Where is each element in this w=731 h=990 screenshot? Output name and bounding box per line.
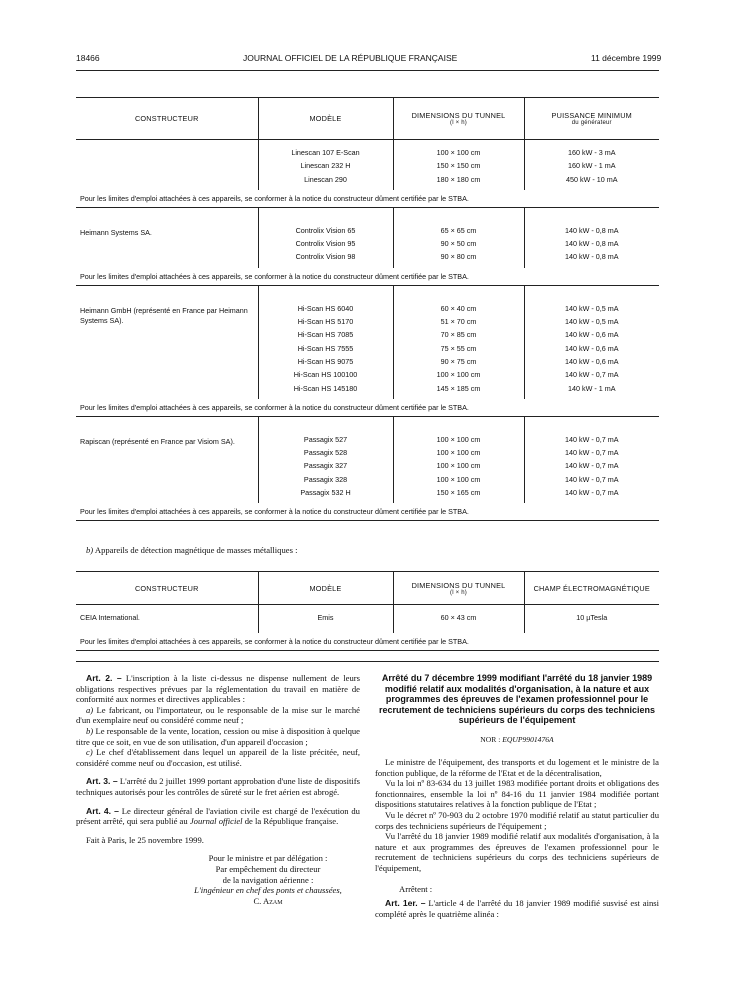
col-header-modele: MODÈLE — [258, 572, 393, 605]
list-item: Hi-Scan HS 6040 — [297, 303, 354, 313]
detector-table — [76, 97, 659, 521]
col-header-dimensions: DIMENSIONS DU TUNNEL (l × h) — [393, 572, 524, 605]
article-4: Art. 4. – Le directeur général de l'aviation civile est chargé de l'exécution du présent arrêté, qui sera publié au Journal officiel de la République française. — [76, 805, 360, 827]
list-item: 100 × 100 cm — [436, 448, 481, 458]
table-note: Pour les limites d'emploi attachées à ces appareils, se conformer à la notice du constructeur dûment certifiée par le STBA. — [80, 271, 469, 281]
preamble-2: Vu la loi nº 83-634 du 13 juillet 1983 modifiée portant droits et obligations des fonctionnaires, ensemble la loi nº 84-16 du 11 janvier 1984 modifiée portant dispositions statutaires relatives à la fonction publique de l'Etat ; — [375, 778, 659, 810]
list-item: 75 × 55 cm — [440, 343, 477, 353]
list-item: Passagix 527 — [303, 434, 348, 444]
preamble-1: Le ministre de l'équipement, des transports et du logement et le ministre de la fonction publique, de la réforme de l'Etat et de la décentralisation, — [375, 757, 659, 778]
issue-date: 11 décembre 1999 — [591, 53, 662, 63]
cell-puissance — [524, 296, 659, 399]
arretent: Arrêtent : — [399, 883, 433, 894]
list-item: 70 × 85 cm — [440, 330, 477, 340]
table-note-row — [76, 190, 659, 208]
list-item: 160 kW - 3 mA — [567, 148, 616, 157]
article-2-b: b) Le responsable de la vente, location, cession ou mise à disposition à quelque titre que ce soit, en vue de son utilisation, d'un appareil d'occasion ; — [76, 725, 360, 747]
list-item: 145 × 185 cm — [436, 383, 481, 393]
cell-constructeur: Heimann GmbH (représenté en France par Heimann Systems SA). — [80, 305, 248, 325]
list-item: 140 kW - 0,5 mA — [564, 303, 619, 313]
list-item: 100 × 100 cm — [436, 434, 481, 444]
list-item: Passagix 532 H — [300, 488, 351, 498]
cell-constructeur: Rapiscan (représenté en France par Visiom SA). — [80, 436, 235, 446]
col-header-constructeur: CONSTRUCTEUR — [76, 98, 258, 140]
list-item: 90 × 75 cm — [440, 356, 477, 366]
list-item: 450 kW - 10 mA — [565, 174, 618, 184]
list-item: 140 kW - 0,7 mA — [564, 448, 619, 458]
list-item: 60 × 40 cm — [440, 303, 477, 313]
cell-dimensions: 60 × 43 cm — [393, 605, 524, 634]
list-item: Passagix 528 — [303, 448, 348, 458]
col-header-puissance: PUISSANCE MINIMUM du générateur — [524, 98, 659, 140]
magnetic-detector-table — [76, 571, 659, 651]
list-item: Hi-Scan HS 7555 — [297, 343, 354, 353]
list-item: Passagix 327 — [303, 461, 348, 471]
cell-puissance — [524, 427, 659, 503]
list-item: Controlix Vision 98 — [295, 252, 356, 262]
decree-title: Arrêté du 7 décembre 1999 modifiant l'arrêté du 18 janvier 1989 modifié relatif aux modalités d'organisation, à la nature et aux programmes des épreuves de l'examen professionnel pour le recrutement de techniciens supérieurs du corps des techniciens supérieurs de l'équipement — [378, 673, 656, 725]
list-item: 140 kW - 0,8 mA — [564, 252, 619, 262]
list-item: 140 kW - 0,7 mA — [564, 461, 619, 471]
cell-modele: Emis — [258, 605, 393, 634]
table-note-row — [76, 399, 659, 417]
list-item: Hi-Scan HS 5170 — [297, 317, 354, 327]
article-2: Art. 2. – L'inscription à la liste ci-dessus ne dispense nullement de leurs obligations respectives prévues par la réglementation du travail en matière de conformité aux normes et directives applicables : — [76, 673, 360, 705]
table-note: Pour les limites d'emploi attachées à ces appareils, se conformer à la notice du constructeur dûment certifiée par le STBA. — [80, 402, 469, 412]
group-spacer — [76, 416, 659, 427]
article-1: Art. 1er. – L'article 4 de l'arrêté du 18 janvier 1989 modifié susvisé est ainsi complété après le quatrième alinéa : — [375, 898, 659, 919]
nor-reference: NOR : EQUP9901476A — [480, 734, 554, 744]
table-note-row — [76, 633, 659, 651]
list-item: 140 kW - 0,6 mA — [564, 343, 619, 353]
cell-modele — [258, 218, 393, 268]
list-item: 51 × 70 cm — [440, 317, 477, 327]
col-header-modele: MODÈLE — [258, 98, 393, 140]
list-item: Linescan 290 — [304, 174, 347, 184]
table-row — [76, 296, 659, 399]
col-header-champ: CHAMP ÉLECTROMAGNÉTIQUE — [524, 572, 659, 605]
list-item: Controlix Vision 65 — [295, 225, 356, 235]
list-item: Controlix Vision 95 — [295, 239, 356, 249]
cell-puissance — [524, 140, 659, 190]
list-item: 140 kW - 0,7 mA — [564, 434, 619, 444]
table-note: Pour les limites d'emploi attachées à ces appareils, se conformer à la notice du constructeur dûment certifiée par le STBA. — [80, 637, 469, 646]
cell-modele — [258, 140, 393, 190]
cell-modele — [258, 296, 393, 399]
cell-constructeur: CEIA International. — [80, 613, 140, 622]
list-item: Hi-Scan HS 7085 — [297, 330, 354, 340]
list-item: Linescan 107 E-Scan — [291, 148, 360, 157]
list-item: Linescan 232 H — [300, 161, 351, 171]
signature-place-date: Fait à Paris, le 25 novembre 1999. — [86, 834, 204, 845]
table-row — [76, 605, 659, 634]
cell-champ: 10 µTesla — [524, 605, 659, 634]
table-note-row — [76, 503, 659, 521]
journal-title: JOURNAL OFFICIEL DE LA RÉPUBLIQUE FRANÇAISE — [243, 53, 458, 63]
list-item: Hi-Scan HS 9075 — [297, 356, 354, 366]
list-item: Hi-Scan HS 100100 — [293, 370, 358, 380]
list-item: 140 kW - 0,8 mA — [564, 239, 619, 249]
header-rule — [76, 70, 659, 71]
table-note: Pour les limites d'emploi attachées à ces appareils, se conformer à la notice du constructeur dûment certifiée par le STBA. — [80, 507, 469, 517]
list-item: 150 × 150 cm — [436, 161, 481, 171]
table-row — [76, 140, 659, 190]
list-item: 100 × 100 cm — [436, 148, 481, 157]
table-note-row — [76, 268, 659, 286]
article-2-c: c) Le chef d'établissement dans lequel un appareil de la liste précitée, neuf, considéré comme neuf ou d'occasion, est utilisé. — [76, 747, 361, 768]
table-row — [76, 218, 659, 268]
list-item: 140 kW - 0,6 mA — [564, 330, 619, 340]
col-header-constructeur: CONSTRUCTEUR — [76, 572, 258, 605]
col-header-dimensions: DIMENSIONS DU TUNNEL (l × h) — [393, 98, 524, 140]
list-item: Hi-Scan HS 145180 — [293, 383, 358, 393]
list-item: 90 × 50 cm — [440, 239, 477, 249]
right-column — [375, 673, 659, 919]
list-item: 100 × 100 cm — [436, 474, 481, 484]
group-spacer — [76, 285, 659, 296]
cell-dimensions — [393, 218, 524, 268]
group-spacer — [76, 207, 659, 218]
page-number: 18466 — [76, 53, 100, 63]
list-item: 140 kW - 0,5 mA — [564, 317, 619, 327]
table-note: Pour les limites d'emploi attachées à ces appareils, se conformer à la notice du constructeur dûment certifiée par le STBA. — [80, 193, 469, 203]
section-rule — [76, 661, 659, 662]
section-b-heading: b) Appareils de détection magnétique de masses métalliques : — [86, 545, 298, 555]
list-item: 140 kW - 0,7 mA — [564, 474, 619, 484]
list-item: 65 × 65 cm — [440, 225, 477, 235]
list-item: 140 kW - 0,8 mA — [564, 225, 619, 235]
list-item: 140 kW - 0,7 mA — [564, 370, 619, 380]
cell-dimensions — [393, 296, 524, 399]
cell-constructeur: Heimann Systems SA. — [80, 227, 152, 237]
list-item: 100 × 100 cm — [436, 461, 481, 471]
left-column — [76, 673, 360, 906]
list-item: Passagix 328 — [303, 474, 348, 484]
cell-modele — [258, 427, 393, 503]
cell-dimensions — [393, 140, 524, 190]
list-item: 140 kW - 0,7 mA — [564, 488, 619, 498]
list-item: 180 × 180 cm — [436, 174, 481, 184]
list-item: 150 × 165 cm — [436, 488, 481, 498]
list-item: 160 kW - 1 mA — [567, 161, 616, 171]
cell-dimensions — [393, 427, 524, 503]
list-item: 90 × 80 cm — [440, 252, 477, 262]
list-item: 100 × 100 cm — [436, 370, 481, 380]
article-3: Art. 3. – L'arrêté du 2 juillet 1999 portant approbation d'une liste de dispositifs techniques autorisés pour les contrôles de sûreté sur le fret aérien est abrogé. — [76, 776, 361, 797]
preamble-4: Vu l'arrêté du 18 janvier 1989 modifié relatif aux modalités d'organisation, à la nature et aux programmes des épreuves de l'examen professionnel pour le recrutement de techniciens supérieurs du corps des techniciens supérieurs de l'équipement, — [375, 831, 659, 874]
article-2-a: a) Le fabricant, ou l'importateur, ou le responsable de la mise sur le marché d'un exemplaire neuf ou considéré comme neuf ; — [76, 704, 360, 726]
table-row — [76, 427, 659, 503]
signature-block: Pour le ministre et par délégation : Par empêchement du directeur de la navigation aérienne : L'ingénieur en chef des ponts et chaussées, C. Azam — [194, 853, 342, 906]
list-item: 140 kW - 0,6 mA — [564, 356, 619, 366]
cell-puissance — [524, 218, 659, 268]
list-item: 140 kW - 1 mA — [567, 383, 616, 393]
preamble-3: Vu le décret nº 70-903 du 2 octobre 1970 modifié relatif au statut particulier du corps des techniciens supérieurs de l'équipement ; — [375, 810, 659, 831]
cell-constructeur — [76, 140, 258, 190]
